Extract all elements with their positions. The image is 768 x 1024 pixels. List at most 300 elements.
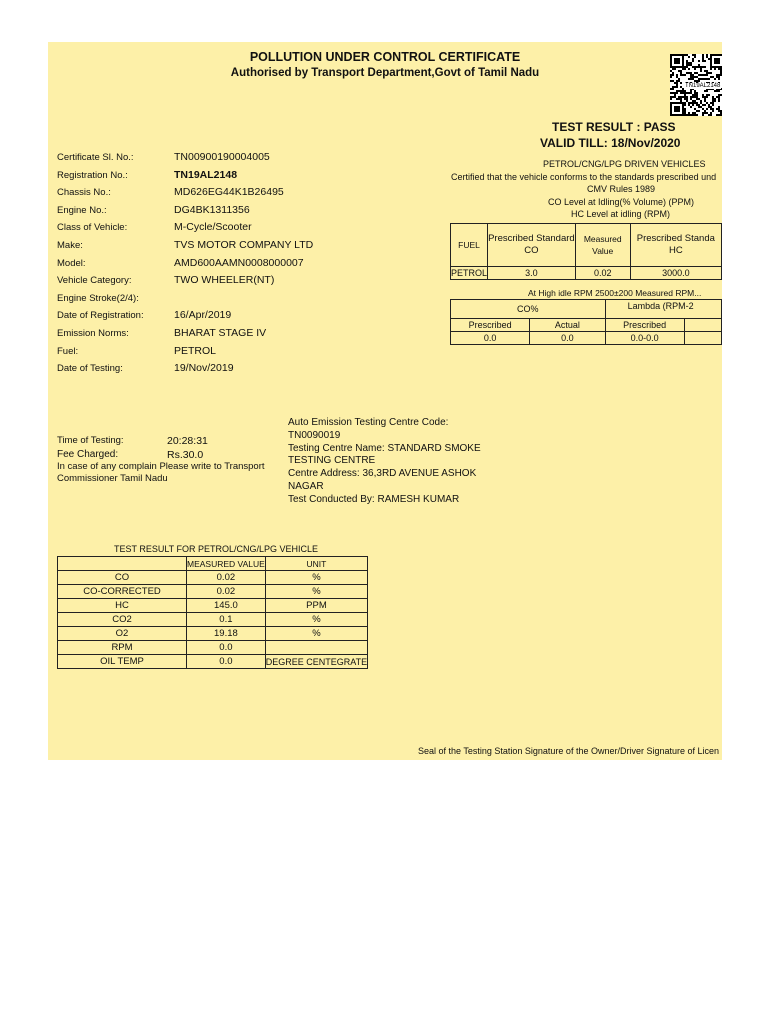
qr-module — [694, 92, 696, 94]
detail-label: Date of Registration: — [57, 310, 144, 322]
detail-value: TVS MOTOR COMPANY LTD — [174, 239, 314, 251]
table-header-cell: Prescribed Standa HC — [630, 224, 721, 267]
qr-module — [670, 70, 672, 72]
qr-module — [714, 68, 716, 70]
qr-module — [698, 64, 700, 66]
signature-line: Seal of the Testing Station Signature of the Owner/Driver Signature of Licen — [418, 746, 720, 756]
qr-module — [674, 96, 676, 98]
qr-module — [692, 102, 694, 104]
qr-module — [672, 86, 674, 88]
qr-module — [692, 104, 694, 106]
qr-module — [698, 78, 700, 80]
qr-module — [694, 90, 696, 92]
table-cell: 19.18 — [187, 627, 266, 641]
qr-module — [686, 64, 688, 66]
detail-value: MD626EG44K1B26495 — [174, 186, 284, 199]
qr-module — [692, 60, 694, 62]
qr-module — [704, 78, 706, 80]
idle-emission-table — [450, 223, 722, 280]
qr-module — [686, 72, 688, 74]
qr-module — [718, 76, 720, 78]
qr-module — [702, 66, 704, 68]
qr-module — [690, 92, 692, 94]
detail-label: Model: — [57, 257, 86, 269]
qr-module — [720, 114, 722, 116]
qr-module — [672, 80, 674, 82]
qr-module — [712, 96, 714, 98]
qr-module — [720, 70, 722, 72]
table-cell: 3000.0 — [630, 267, 721, 280]
qr-module — [682, 90, 684, 92]
table-row — [58, 585, 368, 599]
qr-module — [692, 74, 694, 76]
qr-module — [684, 104, 686, 106]
table-cell — [265, 641, 367, 655]
table-row — [58, 557, 368, 571]
qr-module — [714, 58, 720, 64]
detail-value: BHARAT STAGE IV — [174, 327, 267, 339]
qr-module — [696, 72, 698, 74]
qr-module — [676, 84, 678, 86]
qr-module — [684, 102, 686, 104]
qr-module — [692, 78, 694, 80]
qr-module — [700, 74, 702, 76]
fee-charged-value: Rs.30.0 — [167, 449, 204, 461]
qr-module — [706, 112, 708, 114]
qr-module — [696, 80, 698, 82]
qr-module — [680, 90, 682, 92]
qr-module — [694, 94, 696, 96]
qr-module — [704, 60, 706, 62]
detail-label: Emission Norms: — [57, 328, 129, 339]
table-header-cell: Prescribed Standard CO — [488, 224, 576, 267]
qr-module — [680, 92, 682, 94]
table-cell: 0.0 — [451, 332, 530, 345]
qr-module — [718, 114, 720, 116]
qr-module — [718, 94, 720, 96]
table-cell: O2 — [58, 627, 187, 641]
qr-module — [684, 94, 686, 96]
detail-label: Chassis No.: — [57, 187, 111, 199]
qr-module — [684, 112, 686, 114]
qr-module — [682, 68, 684, 70]
qr-module — [682, 74, 684, 76]
centre-code: Auto Emission Testing Centre Code: TN0090019 — [288, 417, 449, 441]
qr-module — [710, 112, 712, 114]
results-table-caption: TEST RESULT FOR PETROL/CNG/LPG VEHICLE — [114, 544, 319, 554]
detail-label: Fuel: — [57, 345, 79, 357]
qr-module — [676, 86, 678, 88]
table-cell: 3.0 — [488, 267, 576, 280]
table-cell: 0.0 — [187, 641, 266, 655]
qr-module — [690, 98, 692, 100]
table-cell: 0.0 — [530, 332, 605, 345]
qr-module — [694, 56, 696, 58]
qr-module — [678, 78, 680, 80]
detail-label: Engine Stroke(2/4): — [57, 292, 139, 304]
table-cell: 145.0 — [187, 599, 266, 613]
qr-module — [720, 112, 722, 114]
qr-module — [698, 106, 700, 108]
test-conducted-by: Test Conducted By: RAMESH KUMAR — [288, 493, 460, 505]
table-row — [58, 613, 368, 627]
test-result-status: TEST RESULT : PASS — [552, 120, 676, 134]
qr-module — [716, 90, 718, 92]
table-cell: 0.0-0.0 — [605, 332, 684, 345]
qr-module — [700, 106, 702, 108]
qr-module — [688, 104, 690, 106]
detail-label: Vehicle Category: — [57, 275, 132, 287]
qr-module — [678, 98, 680, 100]
qr-module — [702, 56, 704, 58]
qr-module — [686, 66, 688, 68]
qr-module — [680, 96, 682, 98]
qr-module — [688, 92, 690, 94]
qr-module — [678, 96, 680, 98]
qr-module — [674, 92, 676, 94]
qr-module — [692, 96, 694, 98]
qr-module — [710, 106, 712, 108]
qr-module — [706, 54, 708, 56]
qr-module — [682, 92, 684, 94]
qr-module — [688, 56, 690, 58]
table-row — [451, 267, 722, 280]
qr-module — [686, 100, 688, 102]
qr-module — [684, 68, 686, 70]
qr-module — [700, 68, 702, 70]
qr-module — [694, 66, 696, 68]
table-header-cell: Actual — [530, 319, 605, 332]
qr-module — [720, 68, 722, 70]
qr-module — [692, 100, 694, 102]
qr-module — [718, 74, 720, 76]
qr-module — [692, 54, 694, 56]
qr-module — [706, 96, 708, 98]
qr-module — [694, 100, 696, 102]
qr-module — [696, 104, 698, 106]
qr-module — [688, 102, 690, 104]
detail-value: AMD600AAMN0008000007 — [174, 256, 304, 269]
qr-module — [716, 96, 718, 98]
qr-module — [686, 114, 688, 116]
qr-module — [690, 74, 692, 76]
qr-module — [706, 72, 708, 74]
qr-module — [674, 106, 680, 112]
qr-module — [696, 110, 698, 112]
qr-module — [684, 66, 686, 68]
qr-module — [708, 114, 710, 116]
qr-module — [676, 76, 678, 78]
qr-module — [684, 110, 686, 112]
qr-module — [698, 98, 700, 100]
qr-module — [700, 100, 702, 102]
qr-module — [688, 114, 690, 116]
qr-module — [694, 54, 696, 56]
qr-module — [706, 56, 708, 58]
qr-module — [670, 76, 672, 78]
qr-module — [708, 106, 710, 108]
qr-module — [704, 100, 706, 102]
qr-module — [704, 66, 706, 68]
table-cell: HC — [58, 599, 187, 613]
qr-module — [684, 98, 686, 100]
qr-module — [700, 66, 702, 68]
qr-module — [680, 72, 682, 74]
co-level-note: CO Level at Idling(% Volume) (PPM) — [548, 197, 695, 207]
qr-module — [684, 74, 686, 76]
qr-module — [696, 102, 698, 104]
qr-module — [692, 94, 694, 96]
qr-module — [712, 76, 714, 78]
qr-module — [712, 98, 714, 100]
qr-module — [708, 58, 710, 60]
qr-module — [678, 90, 680, 92]
qr-module — [684, 108, 686, 110]
qr-module — [712, 104, 714, 106]
time-of-testing-value: 20:28:31 — [167, 435, 208, 447]
table-cell: 0.02 — [187, 571, 266, 585]
qr-module — [706, 90, 708, 92]
qr-module — [690, 90, 692, 92]
detail-label: Engine No.: — [57, 204, 107, 216]
qr-module — [676, 90, 678, 92]
qr-module — [700, 70, 702, 72]
qr-module — [692, 114, 694, 116]
qr-module — [708, 72, 710, 74]
table-header-cell: Prescribed — [451, 319, 530, 332]
qr-module — [694, 80, 696, 82]
qr-module — [670, 96, 672, 98]
qr-module — [692, 66, 694, 68]
qr-module — [674, 94, 676, 96]
detail-label: Registration No.: — [57, 169, 128, 181]
table-header-cell: CO% — [451, 300, 606, 319]
detail-label: Make: — [57, 240, 83, 251]
qr-module — [696, 98, 698, 100]
qr-module — [702, 94, 704, 96]
qr-module — [706, 74, 708, 76]
qr-module — [710, 102, 712, 104]
qr-module — [698, 110, 700, 112]
qr-module — [690, 96, 692, 98]
qr-module — [716, 74, 718, 76]
qr-module — [712, 108, 714, 110]
qr-module — [680, 82, 682, 84]
qr-module — [688, 112, 690, 114]
qr-module — [690, 106, 692, 108]
qr-code-label: TN19AL2148 — [685, 83, 721, 89]
table-row — [58, 627, 368, 641]
table-header-cell — [58, 557, 187, 571]
table-cell: % — [265, 627, 367, 641]
certificate-title: POLLUTION UNDER CONTROL CERTIFICATE — [249, 50, 521, 64]
qr-module — [686, 98, 688, 100]
high-idle-caption: At High idle RPM 2500±200 Measured RPM... — [528, 288, 702, 298]
table-header-cell: Prescribed — [605, 319, 684, 332]
qr-module — [700, 102, 702, 104]
table-cell: OIL TEMP — [58, 655, 187, 669]
qr-module — [698, 66, 700, 68]
centre-name: Testing Centre Name: STANDARD SMOKE TESTING CENTRE — [288, 442, 481, 467]
qr-module — [670, 80, 672, 82]
qr-module — [702, 104, 704, 106]
qr-module — [684, 114, 686, 116]
table-cell: 0.02 — [575, 267, 630, 280]
qr-module — [704, 90, 706, 92]
qr-module — [706, 70, 708, 72]
qr-module — [704, 98, 706, 100]
table-header-cell: MEASURED VALUE — [187, 558, 265, 569]
table-row — [451, 319, 722, 332]
table-cell: % — [265, 571, 367, 585]
qr-module — [702, 114, 704, 116]
qr-module — [684, 92, 686, 94]
qr-module — [718, 96, 720, 98]
qr-module — [704, 110, 706, 112]
qr-module — [718, 108, 720, 110]
qr-module — [706, 102, 708, 104]
qr-module — [694, 76, 696, 78]
qr-module — [702, 112, 704, 114]
qr-module — [710, 68, 712, 70]
qr-module — [688, 72, 690, 74]
detail-label: Class of Vehicle: — [57, 222, 128, 234]
qr-module — [690, 114, 692, 116]
qr-module — [712, 110, 714, 112]
qr-module — [710, 72, 712, 74]
qr-module — [690, 78, 692, 80]
qr-module — [686, 92, 688, 94]
qr-module — [704, 112, 706, 114]
cmv-rules: CMV Rules 1989 — [587, 184, 656, 194]
table-cell: 0.0 — [187, 655, 266, 669]
qr-module — [694, 114, 696, 116]
detail-value: PETROL — [174, 344, 217, 357]
complaint-note: In case of any complain Please write to Transport Commissioner Tamil Nadu — [57, 461, 265, 484]
qr-module — [718, 68, 720, 70]
table-cell: CO2 — [58, 613, 187, 627]
qr-module — [676, 92, 678, 94]
qr-module — [714, 98, 716, 100]
qr-module — [706, 94, 708, 96]
detail-value: M-Cycle/Scooter — [174, 221, 252, 234]
table-row — [58, 571, 368, 585]
table-cell: DEGREE CENTEGRATE — [265, 656, 368, 667]
qr-module — [676, 80, 678, 82]
table-row — [451, 224, 722, 267]
qr-module — [686, 62, 688, 64]
qr-module — [672, 88, 674, 90]
qr-module — [688, 64, 690, 66]
qr-module — [696, 66, 698, 68]
qr-module — [696, 96, 698, 98]
qr-module — [694, 68, 696, 70]
qr-module — [716, 108, 718, 110]
qr-module — [702, 78, 704, 80]
table-row — [58, 641, 368, 655]
qr-module — [696, 92, 698, 94]
qr-module — [704, 104, 706, 106]
qr-module — [704, 70, 706, 72]
qr-module — [680, 70, 682, 72]
qr-module — [718, 98, 720, 100]
qr-module — [694, 112, 696, 114]
qr-module — [674, 82, 676, 84]
qr-module — [708, 94, 710, 96]
compliance-heading: PETROL/CNG/LPG DRIVEN VEHICLES — [543, 159, 706, 169]
table-cell: PETROL — [451, 268, 488, 278]
fee-charged-label: Fee Charged: — [57, 449, 119, 460]
table-cell: 0.1 — [187, 613, 266, 627]
qr-module — [702, 54, 704, 56]
qr-module — [720, 72, 722, 74]
table-cell: 0.02 — [187, 585, 266, 599]
detail-value: TN19AL2148 — [174, 168, 238, 181]
qr-module — [678, 70, 680, 72]
qr-module — [688, 68, 690, 70]
qr-module — [718, 90, 720, 92]
qr-module — [692, 58, 694, 60]
compliance-statement: Certified that the vehicle conforms to the standards prescribed und — [451, 172, 717, 182]
detail-value: TN00900190004005 — [174, 151, 270, 163]
qr-module — [672, 68, 674, 70]
table-header-cell — [684, 319, 721, 332]
qr-module — [702, 108, 704, 110]
qr-module — [682, 96, 684, 98]
qr-module — [688, 78, 690, 80]
qr-module — [672, 72, 674, 74]
qr-module — [702, 96, 704, 98]
table-cell: % — [265, 585, 367, 599]
qr-module — [702, 74, 704, 76]
qr-module — [670, 92, 672, 94]
qr-module — [674, 58, 680, 64]
qr-module — [706, 78, 708, 80]
qr-module — [708, 78, 710, 80]
qr-module — [678, 80, 680, 82]
qr-module — [670, 88, 672, 90]
qr-module — [700, 78, 702, 80]
qr-module — [696, 94, 698, 96]
qr-module — [676, 98, 678, 100]
table-header-cell: UNIT — [265, 557, 367, 571]
detail-value: TWO WHEELER(NT) — [174, 274, 275, 287]
table-header-cell: Measured Value — [575, 224, 630, 267]
qr-module — [688, 62, 690, 64]
qr-module — [720, 74, 722, 76]
qr-module — [708, 104, 710, 106]
qr-module — [720, 94, 722, 96]
qr-module — [692, 112, 694, 114]
qr-module — [716, 76, 718, 78]
qr-module — [670, 98, 672, 100]
time-of-testing-label: Time of Testing: — [57, 435, 124, 446]
qr-module — [698, 60, 700, 62]
table-row — [58, 599, 368, 613]
qr-module — [674, 86, 676, 88]
detail-value: DG4BK1311356 — [174, 203, 250, 216]
qr-module — [676, 74, 678, 76]
qr-module — [680, 100, 682, 102]
valid-till: VALID TILL: 18/Nov/2020 — [540, 136, 681, 150]
qr-module — [710, 108, 712, 110]
qr-module — [686, 54, 688, 56]
qr-module — [714, 78, 716, 80]
qr-module — [670, 74, 672, 76]
qr-code — [670, 54, 722, 116]
qr-module — [684, 96, 686, 98]
qr-module — [710, 114, 712, 116]
